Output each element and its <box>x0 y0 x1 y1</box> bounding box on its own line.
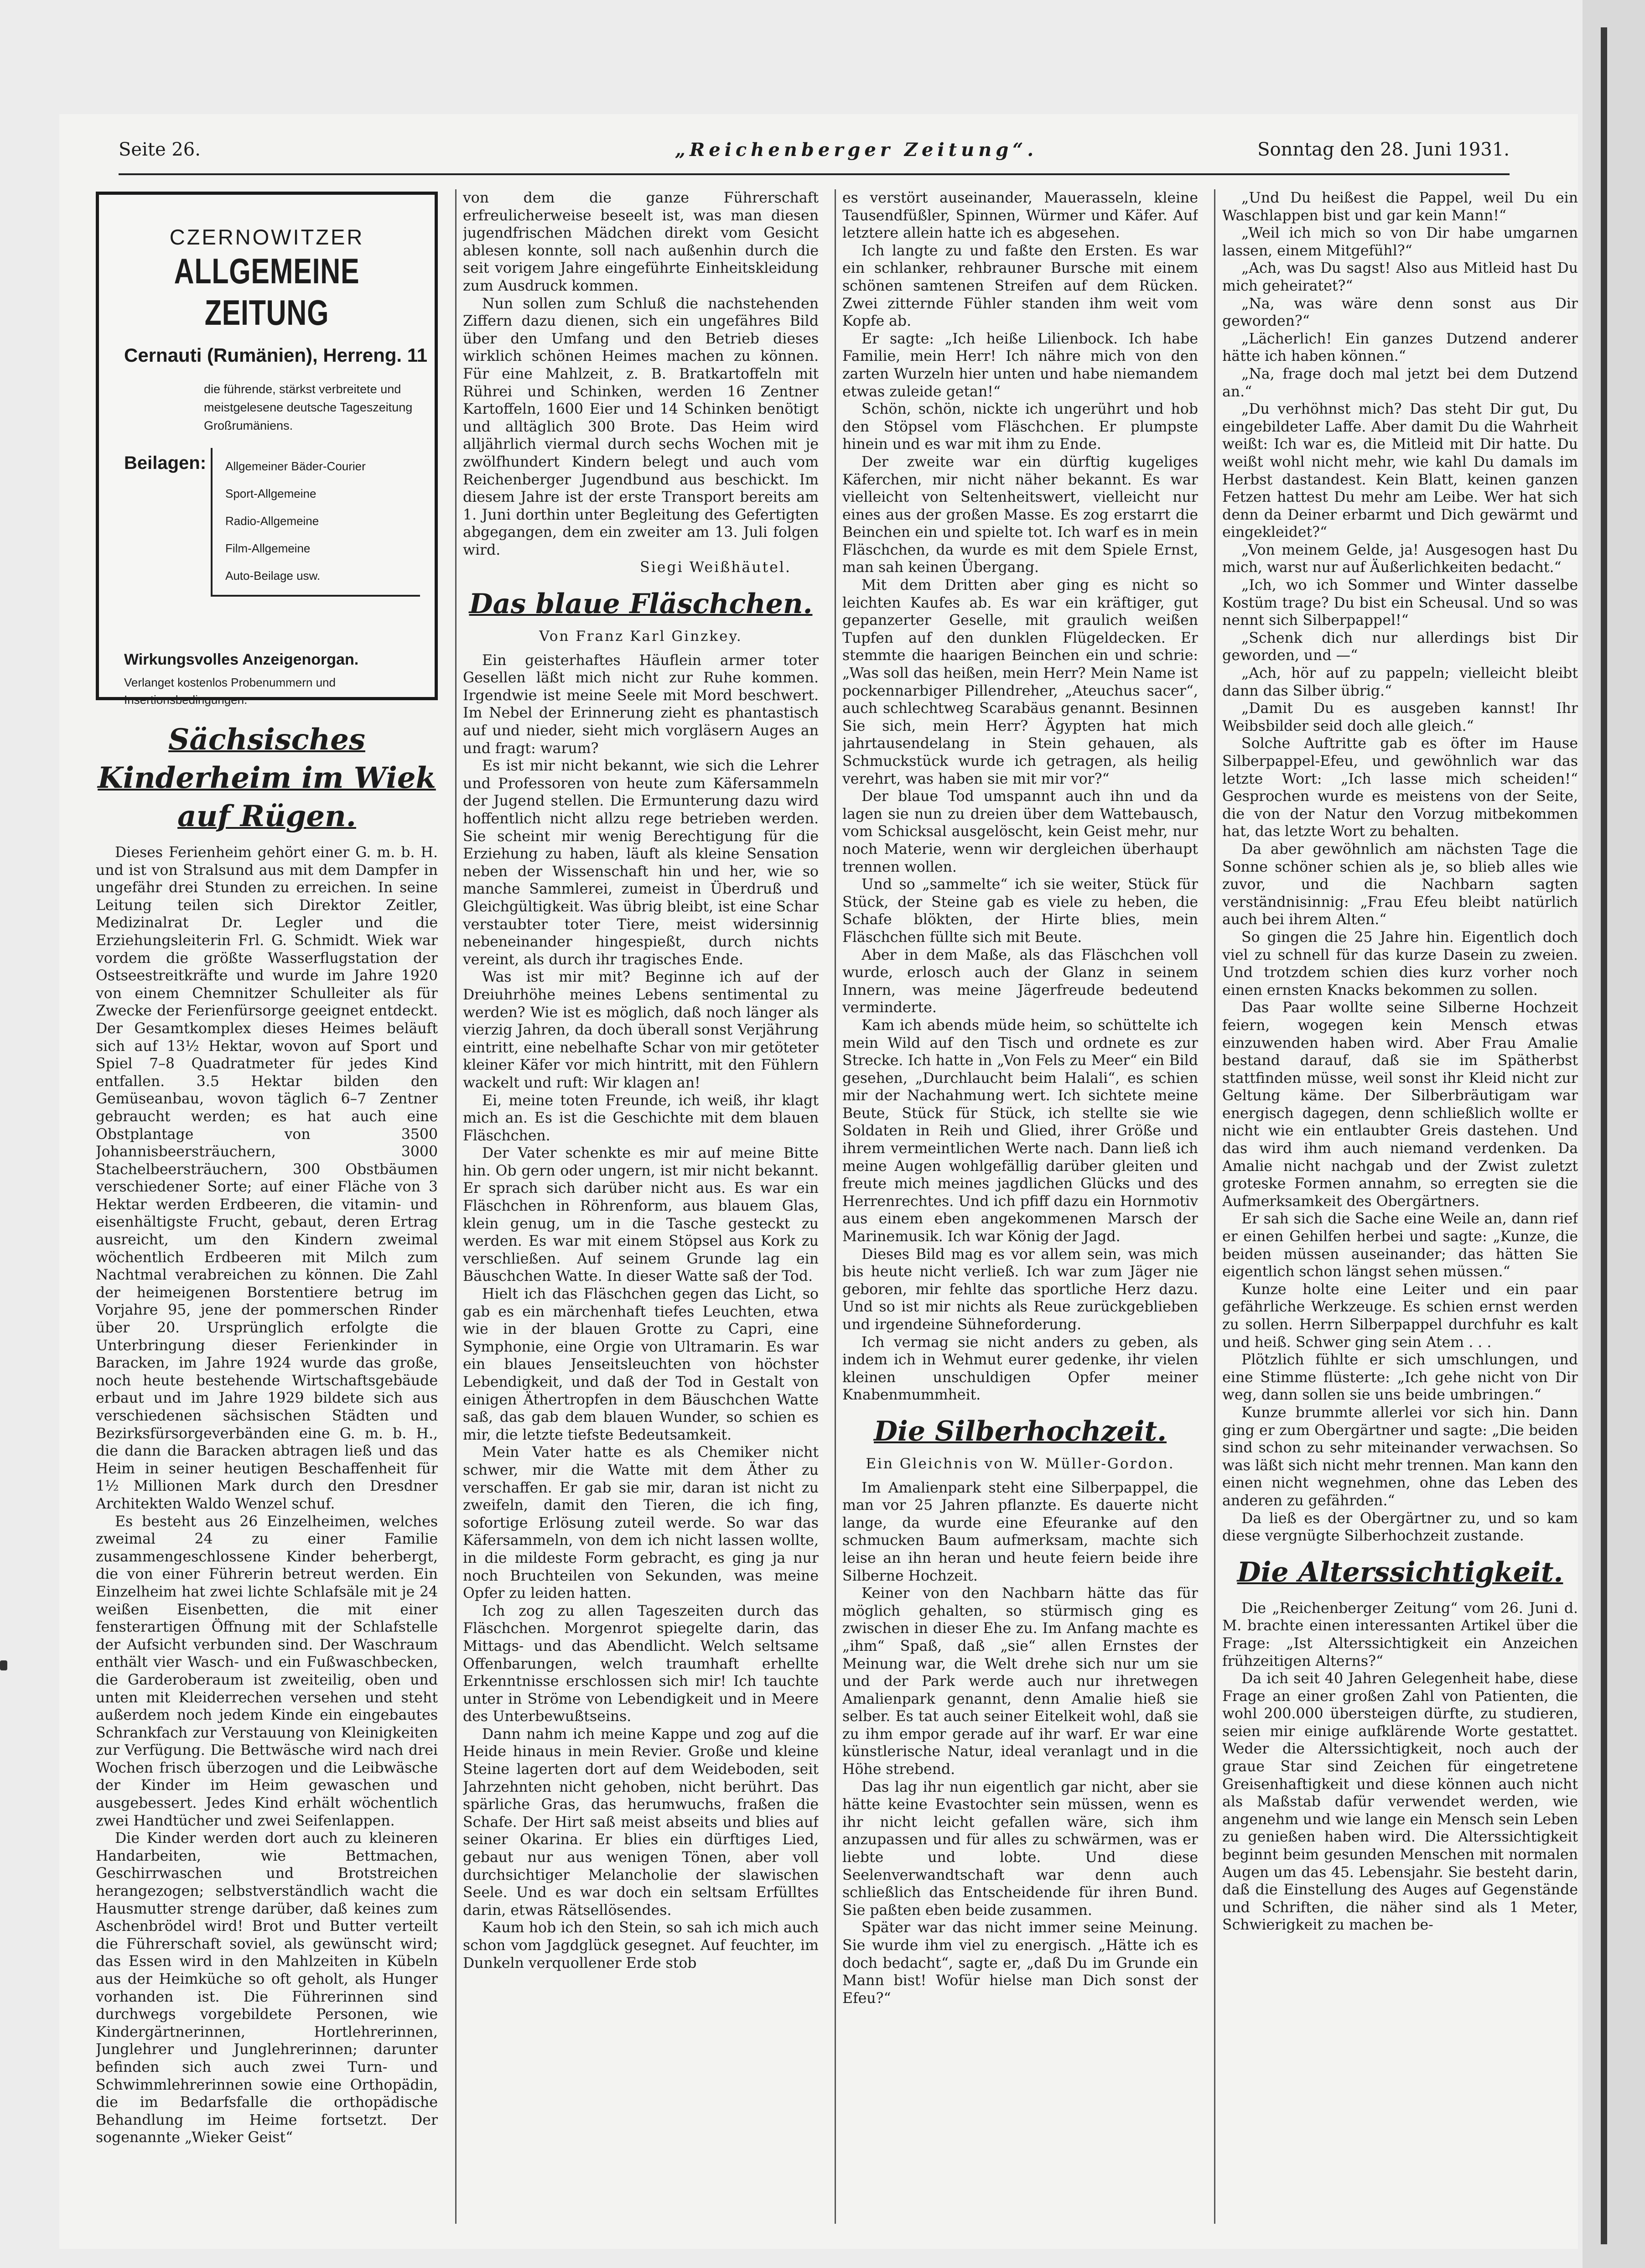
article-paragraph: Aber in dem Maße, als das Fläschchen voll wurde, erlosch auch der Glanz in seinem Innern, was meine Jägerfreude bedeutend verminderte. <box>842 947 1198 1016</box>
article-signature: Siegi Weißhäutel. <box>640 559 791 576</box>
article-paragraph: Der zweite war ein dürftig kugeliges Käferchen, mir nicht näher bekannt. Es war vielleicht von Seltenheitswert, vielleicht nur eines aus der großen Masse. Es zog erstarrt die Beinchen ein und spielte tot. Ich warf es in mein Fläschchen, da wurde es mit dem Spiele Ernst, man sah keinen Übergang. <box>842 453 1198 576</box>
article-paragraph: „Ach, was Du sagst! Also aus Mitleid hast Du mich geheiratet?“ <box>1222 260 1578 294</box>
article-paragraph: es verstört auseinander, Mauerasseln, kleine Tausendfüßler, Spinnen, Würmer und Käfer. Auf letztere allein hatte ich es abgesehen. <box>842 190 1198 242</box>
ad-publisher: CZERNOWITZER <box>169 225 364 249</box>
newspaper-title: „Reichenberger Zeitung“. <box>675 139 1038 161</box>
newspaper-page <box>59 114 1578 2249</box>
article-paragraph: „Schenk dich nur allerdings bist Dir geworden, und —“ <box>1222 629 1578 664</box>
article-paragraph: Solche Auftritte gab es öfter im Hause Silberpappel-Efeu, und gewöhnlich war das letzte Wort: „Ich lasse mich scheiden!“ Gesprochen wurde es meistens von der Seite, die von der Natur den Vorzug mitbekommen hat, das letzte Wort zu behalten. <box>1222 735 1578 840</box>
article-paragraph: „Weil ich mich so von Dir habe umgarnen lassen, einem Mitgefühl?“ <box>1222 225 1578 259</box>
column-2 <box>463 189 819 2224</box>
article-paragraph: Da ließ es der Obergärtner zu, und so kam diese vergnügte Silberhochzeit zustande. <box>1222 1510 1578 1545</box>
article-paragraph: „Na, frage doch mal jetzt bei dem Dutzend an.“ <box>1222 365 1578 400</box>
article-paragraph: Ich zog zu allen Tageszeiten durch das Fläschchen. Morgenrot spiegelte darin, das Mittags- und das Abendlicht. Welch seltsame Offenbarungen, welch traumhaft erhellte Erkenntnisse erschlossen sich mir! Ich tauchte unter in Ströme von Lebendigkeit und in Meere des Unterbewußtseins. <box>463 1602 819 1725</box>
article-paragraph: „Du verhöhnst mich? Das steht Dir gut, Du eingebildeter Laffe. Aber damit Du die Wahrheit weißt: Ich war es, die Mitleid mit Dir hatte. Du weißt wohl nicht mehr, wie kahl Du damals im Herbst dastandest. Kein Blatt, keinen ganzen Fetzen hattest Du mehr am Leibe. Wer hat sich denn da Deiner erbarmt und Dich gewärmt und eingekleidet?“ <box>1222 401 1578 541</box>
article-paragraph: Ein geisterhaftes Häuflein armer toter Gesellen läßt mich nicht zur Ruhe kommen. Irgendwie ist meine Seele mit Mord beschwert. Im Nebel der Erinnerung zieht es phantastisch auf und nieder, sieht mich vorgläsern Auges an und fragt: warum? <box>463 652 819 757</box>
article-paragraph: Später war das nicht immer seine Meinung. Sie wurde ihm viel zu energisch. „Hätte ich es doch bedacht“, sagte er, „daß Du im Grunde ein Mann bist! Wofür hielse man Dich sonst der Efeu?“ <box>842 1919 1198 2007</box>
article-paragraph: Keiner von den Nachbarn hätte das für möglich gehalten, so stürmisch ging es zwischen in dieser Ehe zu. Im Anfang machte es „ihm“ Spaß, daß „sie“ allen Ernstes der Meinung war, die Welt drehe sich nur um sie und der Park werde auch nur ihretwegen Amalienpark genannt, denn Amalie hieß sie selber. Es tat auch seiner Eitelkeit wohl, daß sie zu ihm empor gerade auf ihr warf. Er war eine künstlerische Natur, ideal veranlagt und in die Höhe strebend. <box>842 1585 1198 1778</box>
ad-supplement: Sport-Allgemeine <box>225 487 317 500</box>
column-divider <box>455 189 457 2224</box>
column-divider <box>835 189 836 2224</box>
ad-note: Verlanget kostenlos Probenummern und Insertionsbedingungen. <box>124 676 336 707</box>
article-title-alterssichtigkeit: Die Alterssichtigkeit. <box>1237 1556 1563 1588</box>
article-paragraph: „Von meinem Gelde, ja! Ausgesogen hast Du mich, warst nur auf Äußerlichkeiten bedacht.“ <box>1222 541 1578 576</box>
ad-supplement: Auto-Beilage usw. <box>225 569 321 583</box>
article-paragraph: Das lag ihr nun eigentlich gar nicht, aber sie hätte keine Evastochter sein müssen, wenn es ihr nicht leicht gefallen wäre, sich ihm anzupassen und für alles zu schwärmen, was er liebte und lobte. Und diese Seelenverwandtschaft war denn auch schließlich das Entscheidende für ihren Bund. Sie paßten eben beide zusammen. <box>842 1779 1198 1919</box>
article-paragraph: „Na, was wäre denn sonst aus Dir geworden?“ <box>1222 295 1578 330</box>
ad-description: die führende, stärkst verbreitete und meistgelesene deutsche Tageszeitung Großrumäniens. <box>204 382 413 432</box>
article-paragraph: Kunze brummte allerlei vor sich hin. Dann ging er zum Obergärtner und sagte: „Die beiden sind schon zu sehr miteinander verwachsen. So was läßt sich nicht mehr trennen. Man kann den einen nicht wegnehmen, ohne das Leben des anderen zu gefährden.“ <box>1222 1404 1578 1509</box>
article-paragraph: Ei, meine toten Freunde, ich weiß, ihr klagt mich an. Es ist die Geschichte mit dem blauen Fläschchen. <box>463 1092 819 1144</box>
article-paragraph: Er sah sich die Sache eine Weile an, dann rief er einen Gehilfen herbei und sagte: „Kunze, die beiden müssen auseinander; das hätten Sie eigentlich schon längst sehen müssen.“ <box>1222 1211 1578 1280</box>
article-paragraph: Dann nahm ich meine Kappe und zog auf die Heide hinaus in mein Revier. Große und kleine Steine lagerten dort auf dem Weideboden, seit Jahrzehnten nicht gehoben, nicht berührt. Das spärliche Gras, das herumwuchs, fraßen die Schafe. Der Hirt saß meist abseits und blies auf seiner Okarina. Er blies ein dürftiges Lied, gebaut nur aus wenigen Tönen, aber voll durchsichtiger Melancholie der slawischen Seele. Und es war doch ein seltsam Erfülltes darin, etwas Rätsellösendes. <box>463 1726 819 1919</box>
article-title-kinderheim: Sächsisches Kinderheim im Wiek auf Rügen. <box>98 723 436 833</box>
article-paragraph: Kam ich abends müde heim, so schüttelte ich mein Wild auf den Tisch und ordnete es zur Strecke. Ich hatte in „Von Fels zu Meer“ ein Bild gesehen, „Durchlaucht beim Halali“, es schien mir der Nachahmung wert. Ich sichtete meine Beute, Stück für Stück, ich stellte sie wie Soldaten in Reih und Glied, ihrer Größe und ihrem vermeintlichen Werte nach. Dann ließ ich meine Augen wohlgefällig darüber gleiten und freute mich meines jagdlichen Glücks und des Herrenrechtes. Und ich pfiff dazu ein Hornmotiv aus einem eben angekommenen Marsch der Marinemusik. Ich war König der Jagd. <box>842 1017 1198 1245</box>
article-paragraph: Er sagte: „Ich heiße Lilienbock. Ich habe Familie, mein Herr! Ich nähre mich von den zarten Wurzeln hier unten und habe niemandem etwas zuleide getan!“ <box>842 330 1198 400</box>
article-paragraph: Ich langte zu und faßte den Ersten. Es war ein schlanker, rehbrauner Bursche mit einem schönen samtenen Streifen auf dem Rücken. Zwei zitternde Fühler standen ihm weit vom Kopfe ab. <box>842 242 1198 330</box>
ad-address: Cernauti (Rumänien), Herreng. 11 <box>124 344 428 366</box>
article-byline: Ein Gleichnis von W. Müller-Gordon. <box>866 1455 1175 1472</box>
article-title-flaeschchen: Das blaue Fläschchen. <box>469 588 813 620</box>
article-paragraph: Da ich seit 40 Jahren Gelegenheit habe, diese Frage an einer großen Zahl von Patienten, die wohl 200.000 übersteigen dürfte, zu studieren, seien mir einige aufklärende Worte gestattet. Weder die Alterssichtigkeit, noch auch der graue Star sind Zeichen für eingetretene Greisenhaftigkeit und diese können auch nicht als Maßstab dafür verwendet werden, wie angenehm und wie lange ein Mensch sein Leben zu genießen haben wird. Die Alterssichtigkeit beginnt beim gesunden Menschen mit normalen Augen um das 45. Lebensjahr. Sie besteht darin, daß die Einstellung des Auges auf Gegenstände und Schriften, die näher sind als 1 Meter, Schwierigkeit zu machen be- <box>1222 1670 1578 1934</box>
article-paragraph: Schön, schön, nickte ich ungerührt und hob den Stöpsel vom Fläschchen. Er plumpste hinein und es war mit ihm zu Ende. <box>842 401 1198 453</box>
ad-slogan: Wirkungsvolles Anzeigenorgan. <box>124 651 359 668</box>
article-paragraph: Ich vermag sie nicht anders zu geben, als indem ich in Wehmut eurer gedenke, ihr vielen kleinen unschuldigen Opfer meiner Knabenmummheit. <box>842 1334 1198 1404</box>
article-paragraph: Es ist mir nicht bekannt, wie sich die Lehrer und Professoren von heute zum Käfersammeln der Jugend stellen. Die Ermunterung dazu wird hoffentlich nicht allzu rege betrieben werden. Sie scheint mir wenig Berechtigung für die Erziehung zu haben, läuft als kleine Sensation neben der Wissenschaft hin und her, wie so manche Sammlerei, zumeist in Überdruß und Gleichgültigkeit. Was übrig bleibt, ist eine Schar verstaubter toter Tiere, meist widersinnig nebeneinander hingespießt, durch nichts vereint, als durch ihr tragisches Ende. <box>463 758 819 968</box>
article-title-silberhochzeit: Die Silberhochzeit. <box>874 1415 1167 1447</box>
article-paragraph: „Ach, hör auf zu pappeln; vielleicht bleibt dann das Silber übrig.“ <box>1222 665 1578 699</box>
article-paragraph: Da aber gewöhnlich am nächsten Tage die Sonne schöner schien als je, so blieb alles wie zuvor, und die Nachbarn sagten verständnisinnig: „Frau Efeu bleibt natürlich auch bei ihrem Alten.“ <box>1222 841 1578 928</box>
ad-title: ALLGEMEINE ZEITUNG <box>174 251 360 333</box>
article-paragraph: Mein Vater hatte es als Chemiker nicht schwer, mir die Watte mit dem Äther zu verschaffen. Er gab sie mir, daran ist nicht zu zweifeln, damit den Tieren, die ich fing, sofortige Erlösung zuteil werde. So war das Käfersammeln, von dem ich nicht lassen wollte, in die mildeste Form gebracht, es ging ja nur noch Bruchteilen von Sekunden, was meine Opfer zu leiden hatten. <box>463 1444 819 1602</box>
advertisement-box <box>96 192 438 707</box>
article-paragraph: Der Vater schenkte es mir auf meine Bitte hin. Ob gern oder ungern, ist mir nicht bekannt. Er sprach sich darüber nicht aus. Es war ein Fläschchen in Röhrenform, aus blauem Glas, klein genug, um in die Tasche gesteckt zu werden. Es war mit einem Stöpsel aus Kork zu verschließen. Auf seinem Grunde lag ein Bäuschchen Watte. In dieser Watte saß der Tod. <box>463 1145 819 1285</box>
article-paragraph: „Damit Du es ausgeben kannst! Ihr Weibsbilder seid doch alle gleich.“ <box>1222 700 1578 734</box>
article-paragraph: „Und Du heißest die Pappel, weil Du ein Waschlappen bist und gar kein Mann!“ <box>1222 190 1578 224</box>
article-paragraph: Was ist mir mit? Beginne ich auf der Dreiuhrhöhe meines Lebens sentimental zu werden? Wie ist es möglich, daß noch länger als vierzig Jahren, da doch überall sonst Verjährung eintritt, eine nebelhafte Schar von mir getöteter kleiner Käfer vor mich hintritt, mit den Fühlern wackelt und ruft: Wir klagen an! <box>463 969 819 1091</box>
article-paragraph: „Lächerlich! Ein ganzes Dutzend anderer hätte ich haben können.“ <box>1222 330 1578 365</box>
article-paragraph: Hielt ich das Fläschchen gegen das Licht, so gab es ein märchenhaft tiefes Leuchten, etwa wie in der blauen Grotte zu Capri, eine Symphonie, eine Orgie von Ultramarin. Es war ein blaues Jenseitsleuchten von höchster Lebendigkeit, und daß der Tod in Gestalt von einigen Äthertropfen in dem Bäuschchen Watte saß, das gab dem blauen Wunder, so schien es mir, die letzte tiefste Bedeutsamkeit. <box>463 1286 819 1443</box>
article-paragraph: Plötzlich fühlte er sich umschlungen, und eine Stimme flüsterte: „Ich gehe nicht von Dir weg, dann sollen sie uns beide umbringen.“ <box>1222 1352 1578 1404</box>
ad-supplement: Allgemeiner Bäder-Courier <box>225 459 366 473</box>
article-paragraph: Kunze holte eine Leiter und ein paar gefährliche Werkzeuge. Es schien ernst werden zu sollen. Herrn Silberpappel durchfuhr es kalt und heiß. Schwer ging sein Atem . . . <box>1222 1281 1578 1351</box>
page-number: Seite 26. <box>119 139 201 160</box>
article-paragraph: „Ich, wo ich Sommer und Winter dasselbe Kostüm trage? Du bist ein Scheusal. Und so was nennt sich Silberpappel!“ <box>1222 577 1578 629</box>
column-3 <box>842 189 1198 2224</box>
binding-mark <box>0 1660 7 1670</box>
article-paragraph: Nun sollen zum Schluß die nachstehenden Ziffern dazu dienen, sich ein ungefähres Bild über den Umfang und den Betrieb dieses wirklich schönen Heimes machen zu können. Für eine Mahlzeit, z. B. Bratkartoffeln mit Rührei und Schinken, werden 16 Zentner Kartoffeln, 1600 Eier und 14 Schinken benötigt und alltäglich 300 Brote. Das Heim wird alljährlich viermal durch sechs Wochen mit je zwölfhundert Kindern belegt und auch vom Reichenberger Jugendbund aus beschickt. Im diesem Jahre ist der erste Transport bereits am 1. Juni dorthin unter Begleitung des Gefertigten abgegangen, dem ein zweiter am 13. Juli folgen wird. <box>463 295 819 558</box>
article-paragraph: Im Amalienpark steht eine Silberpappel, die man vor 25 Jahren pflanzte. Es dauerte nicht lange, da wurde eine Efeuranke auf den schmucken Baum aufmerksam, machte sich leise an ihn heran und heute feiern beide ihre Silberne Hochzeit. <box>842 1479 1198 1584</box>
ad-supplements-label: Beilagen: <box>124 453 207 473</box>
article-paragraph: So gingen die 25 Jahre hin. Eigentlich doch viel zu schnell für das kurze Dasein zu zweien. Und trotzdem schien dies kurz vorher noch einen ernsten Knacks bekommen zu sollen. <box>1222 929 1578 999</box>
article-paragraph: Mit dem Dritten aber ging es nicht so leichten Kaufes ab. Es war ein kräftiger, gut gepanzerter Geselle, mit graulich weißen Tupfen auf den dunklen Flügeldecken. Er stemmte die haarigen Beinchen ein und schrie: „Was soll das heißen, mein Herr? Mein Name ist pockennarbiger Pillendreher, „Ateuchus sacer“, auch schlechtweg Scarabäus genannt. Besinnen Sie sich, mein Herr? Ägypten hat mich jahrtausendelang in Stein gehauen, als Schmuckstück wurde ich getragen, als heilig verehrt, was haben sie mit mir vor?“ <box>842 577 1198 787</box>
column-1 <box>96 721 438 2224</box>
article-paragraph: Das Paar wollte seine Silberne Hochzeit feiern, wogegen kein Mensch etwas einzuwenden haben wird. Aber Frau Amalie bestand darauf, daß sie im Spätherbst stattfinden müsse, weil sonst ihr Kleid nicht zur Geltung käme. Der Silberbräutigam war energisch dagegen, denn schließlich wollte er nicht wie ein entlaubter Greis dastehen. Und das wird ihm auch niemand verdenken. Da Amalie nicht nachgab und der Zwist zuletzt groteske Formen annahm, so erregten sie die Aufmerksamkeit des Obergärtners. <box>1222 999 1578 1210</box>
article-paragraph: Der blaue Tod umspannt auch ihn und da lagen sie nun zu dreien über dem Wattebausch, vom Schicksal ausgelöscht, kein Geist mehr, nur noch Materie, wenn wir dergleichen überhaupt trennen wollen. <box>842 788 1198 875</box>
article-paragraph: Es besteht aus 26 Einzelheimen, welches zweimal 24 zu einer Familie zusammengeschlossene Kinder beherbergt, die von einer Führerin betreut werden. Ein Einzelheim hat zwei lichte Schlafsäle mit je 24 weißen Eisenbetten, die mit einer fensterartigen Öffnung mit der Schlafstelle der Aufsicht verbunden sind. Der Waschraum enthält vier Wasch- und ein Fußwaschbecken, die Garderoberaum ist zweiteilig, oben und unten mit Kleiderrechen versehen und steht außerdem noch jedem Kinde ein eingebautes Schrankfach zur Verstauung von Kleinigkeiten zur Verfügung. Die Bettwäsche wird nach drei Wochen frisch überzogen und die Leibwäsche der Kinder im Heim gewaschen und ausgebessert. Jedes Kind erhält wöchentlich zwei Handtücher und zwei Seifenlappen. <box>96 1513 438 1829</box>
article-paragraph: Dieses Bild mag es vor allem sein, was mich bis heute nicht verließ. Ich war zum Jäger nie geboren, mir fehlte das sportliche Herz dazu. Und so ist mir nichts als Reue zurückgeblieben und irgendeine Sühneforderung. <box>842 1246 1198 1333</box>
article-paragraph: Die Kinder werden dort auch zu kleineren Handarbeiten, wie Bettmachen, Geschirrwaschen und Brotstreichen herangezogen; selbstverständlich wacht die Hausmutter strenge darüber, daß keines zum Aschenbrödel wird! Brot und Butter verteilt die Führerschaft soviel, als gewünscht wird; das Essen wird in den Mahlzeiten in Kübeln aus der Heimküche so oft geholt, als Hunger vorhanden ist. Die Führerinnen sind durchwegs vorgebildete Personen, wie Kindergärtnerinnen, Hortlehrerinnen, Junglehrer und Junglehrerinnen; darunter befinden sich auch zwei Turn- und Schwimmlehrerinnen sowie eine Orthopädin, die im Bedarfsfalle die orthopädische Behandlung im Heime fortsetzt. Der sogenannte „Wieker Geist“ <box>96 1830 438 2146</box>
article-paragraph: Die „Reichenberger Zeitung“ vom 26. Juni d. M. brachte einen interessanten Artikel über die Frage: „Ist Alterssichtigkeit ein Anzeichen frühzeitigen Alterns?“ <box>1222 1600 1578 1670</box>
column-divider <box>1214 189 1215 2224</box>
issue-date: Sonntag den 28. Juni 1931. <box>1257 139 1510 160</box>
header-rule <box>119 173 1510 175</box>
article-paragraph: Dieses Ferienheim gehört einer G. m. b. H. und ist von Stralsund aus mit dem Dampfer in ungefähr drei Stunden zu erreichen. In seine Leitung teilen sich Direktor Zeitler, Medizinalrat Dr. Legler und die Erziehungsleiterin Frl. G. Schmidt. Wiek war vordem die größte Wasserflugstation der Ostseestreitkräfte und wurde im Jahre 1920 von einem Chemnitzer Schulleiter als für Zwecke der Ferienfürsorge geeignet entdeckt. Der Gesamtkomplex dieses Heimes beläuft sich auf 13½ Hektar, wovon auf Sport und Spiel 7–8 Quadratmeter für jedes Kind entfallen. 3.5 Hektar bilden den Gemüseanbau, wovon täglich 6–7 Zentner gebraucht werden; es hat auch eine Obstplantage von 3500 Johannisbeersträuchern, 3000 Stachelbeersträuchern, 300 Obstbäumen verschiedener Sorte; auf einer Fläche von 3 Hektar werden Erdbeeren, die vitamin- und eisenhältigste Frucht, gebaut, deren Ertrag ausreicht, um den Kindern zweimal wöchentlich Erdbeeren mit Milch zum Nachtmal verabreichen zu können. Die Zahl der heimeigenen Borstentiere betrug im Vorjahre 95, jene der pommerschen Rinder über 20. Ursprünglich erfolgte die Unterbringung dieser Ferienkinder in Baracken, im Jahre 1924 wurde das große, noch heute bestehende Wirtschaftsgebäude erbaut und im Jahre 1929 bildete sich aus verschiedenen sächsischen Städten und Bezirksfürsorgeverbänden eine G. m. b. H., die dann die Baracken abtragen ließ und das Heim in seiner heutigen Beschaffenheit für 1½ Millionen Mark durch den Dresdner Architekten Waldo Wenzel schuf. <box>96 844 438 1512</box>
column-4 <box>1222 189 1578 2224</box>
ad-supplement: Film-Allgemeine <box>225 541 311 555</box>
article-paragraph: Kaum hob ich den Stein, so sah ich mich auch schon vom Jagdglück gesegnet. Auf feuchter, im Dunkeln verquollener Erde stob <box>463 1919 819 1971</box>
article-byline: Von Franz Karl Ginzkey. <box>539 628 742 645</box>
article-paragraph: Und so „sammelte“ ich sie weiter, Stück für Stück, der Steine gab es viele zu heben, die Schafe blökten, der Hirte blies, mein Fläschchen füllte sich mit Beute. <box>842 876 1198 946</box>
ad-supplements-list <box>211 448 420 597</box>
article-paragraph: von dem die ganze Führerschaft erfreulicherweise beseelt ist, was man diesen jugendfrischen Mädchen direkt vom Gesicht ablesen konnte, soll nach außenhin durch die seit vorigem Jahre eingeführte Einheitskleidung zum Ausdruck kommen. <box>463 190 819 294</box>
ad-supplement: Radio-Allgemeine <box>225 514 319 528</box>
scanner-edge <box>1583 0 1645 2268</box>
